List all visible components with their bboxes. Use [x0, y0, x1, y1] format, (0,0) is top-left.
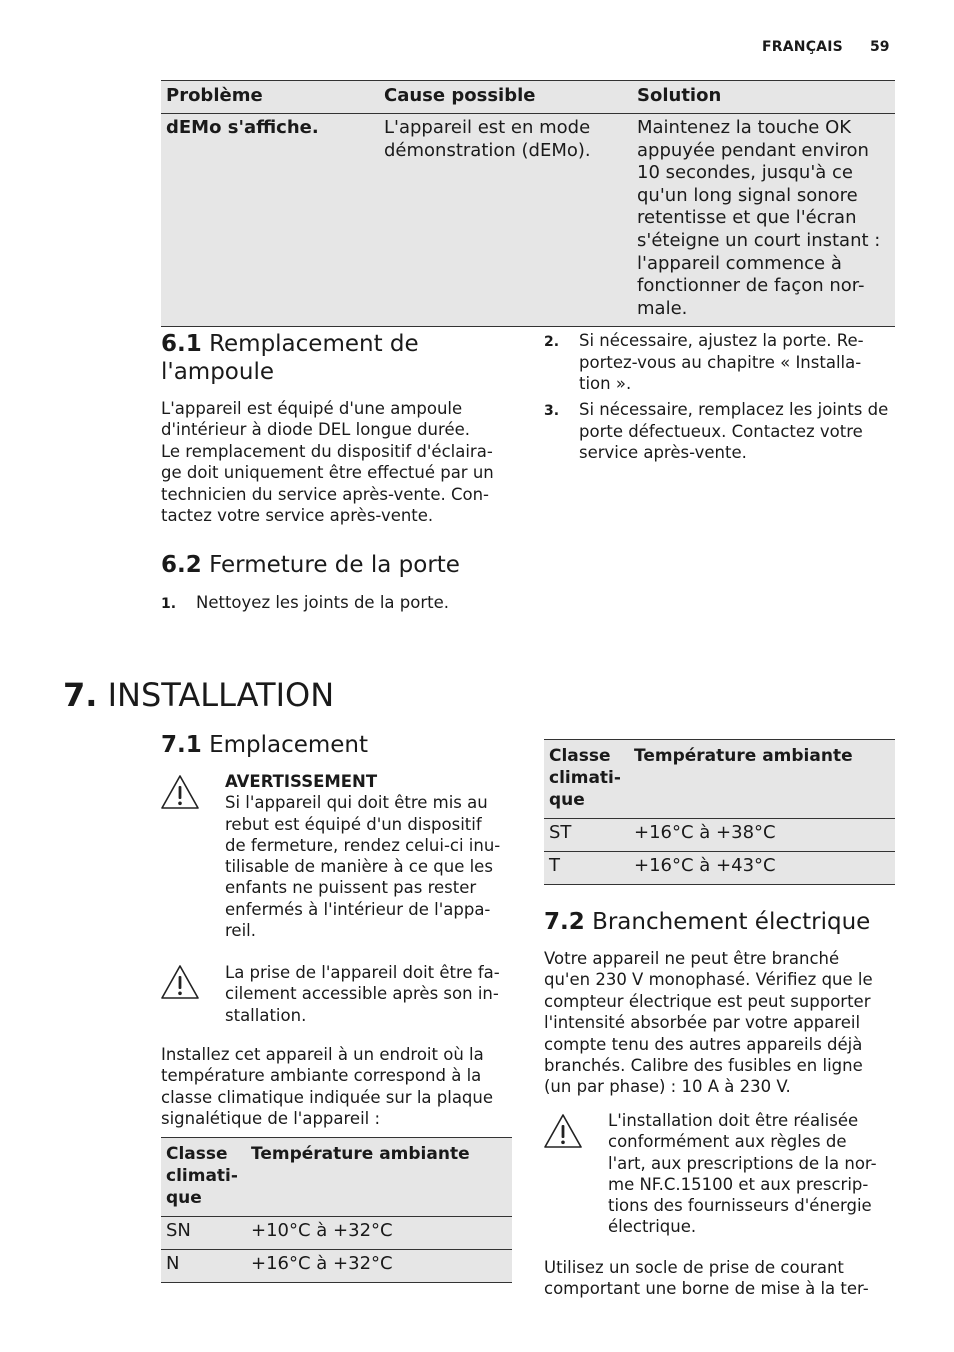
cell-solution: Maintenez la touche OK appuyée pendant environ 10 secondes, jusqu'à ce qu'un long signal sonore retentisse et que l'écran s'éteigne un court instant : l'appareil commence à fonctionner de façon nor- male.: [637, 117, 881, 319]
climate-table-1: [161, 1137, 512, 1283]
warning-block: AVERTISSEMENT Si l'appareil qui doit être mis au rebut est équipé d'un dispositif de fermeture, rendez celui-ci inu- tilisable de manière à ce que les enfants ne puissent pas rester enfermés à l'intérieur de l'appa- reil.: [225, 772, 501, 941]
caution-icon: [160, 963, 200, 1001]
caution-block: L'installation doit être réalisée conformément aux règles de l'art, aux prescriptions de la nor- me NF.C.15100 et aux prescrip- tions des fournisseurs d'énergie électrique.: [608, 1111, 877, 1237]
col-header-class: Classe climati- que: [549, 746, 621, 810]
section-7-2-text: Votre appareil ne peut être branché qu'en 230 V monophasé. Vérifiez que le compteur électrique est peut supporter l'intensité absorbée par votre appareil compte tenu des autres appareils déjà branchés. Calibre des fusibles en ligne (un par phase) : 10 A à 230 V.: [544, 949, 873, 1097]
chapter-7-heading: 7. INSTALLATION: [63, 676, 335, 714]
section-7-1-heading: 7.1 Emplacement: [161, 732, 369, 758]
header-language: FRANÇAIS: [762, 39, 843, 55]
table-row: [161, 114, 895, 327]
climate-table-2: [544, 739, 895, 885]
col-header-problem: Problème: [166, 85, 263, 106]
section-6-1-heading: 6.1 Remplacement de l'ampoule: [161, 331, 419, 385]
section-7-2-heading: 7.2 Branchement électrique: [544, 909, 871, 935]
list-item: 3. Si nécessaire, remplacez les joints de porte défectueux. Contactez votre service après-vente.: [544, 400, 889, 462]
caution-icon: [543, 1112, 583, 1150]
caution-block: La prise de l'appareil doit être fa- cilement accessible après son in- stallation.: [225, 963, 500, 1025]
table-row: SN +10°C à +32°C: [161, 1217, 512, 1250]
cell-cause: L'appareil est en mode démonstration (dEMo).: [384, 117, 591, 161]
list-item: 1. Nettoyez les joints de la porte.: [161, 593, 449, 612]
page-number: 59: [870, 39, 890, 55]
table-header-row: [544, 740, 895, 819]
col-header-cause: Cause possible: [384, 85, 536, 106]
table-header-row: [161, 80, 895, 114]
col-header-class: Classe climati- que: [166, 1144, 238, 1208]
col-header-temperature: Température ambiante: [251, 1144, 470, 1164]
section-7-1-text: Installez cet appareil à un endroit où la température ambiante correspond à la classe climatique indiquée sur la plaque signalétique de l'appareil :: [161, 1045, 494, 1129]
col-header-temperature: Température ambiante: [634, 746, 853, 766]
table-header-row: [161, 1138, 512, 1217]
table-row: N +16°C à +32°C: [161, 1250, 512, 1283]
cell-problem: dEMo s'affiche.: [166, 117, 319, 138]
col-header-solution: Solution: [637, 85, 722, 106]
warning-title: AVERTISSEMENT: [225, 772, 378, 791]
section-7-2-text-continued: Utilisez un socle de prise de courant comportant une borne de mise à la ter-: [544, 1258, 869, 1299]
section-6-2-heading: 6.2 Fermeture de la porte: [161, 552, 460, 578]
table-row: ST +16°C à +38°C: [544, 819, 895, 852]
section-6-1-text: L'appareil est équipé d'une ampoule d'intérieur à diode DEL longue durée. Le remplacement du dispositif d'éclaira- ge doit uniquement être effectué par un technicien du service après-vente. Con- tactez votre service après-vente.: [161, 399, 494, 526]
warning-icon: [160, 773, 200, 811]
table-row: T +16°C à +43°C: [544, 852, 895, 885]
troubleshooting-table: [161, 80, 895, 327]
list-item: 2. Si nécessaire, ajustez la porte. Re- portez-vous au chapitre « Installa- tion ».: [544, 331, 864, 393]
